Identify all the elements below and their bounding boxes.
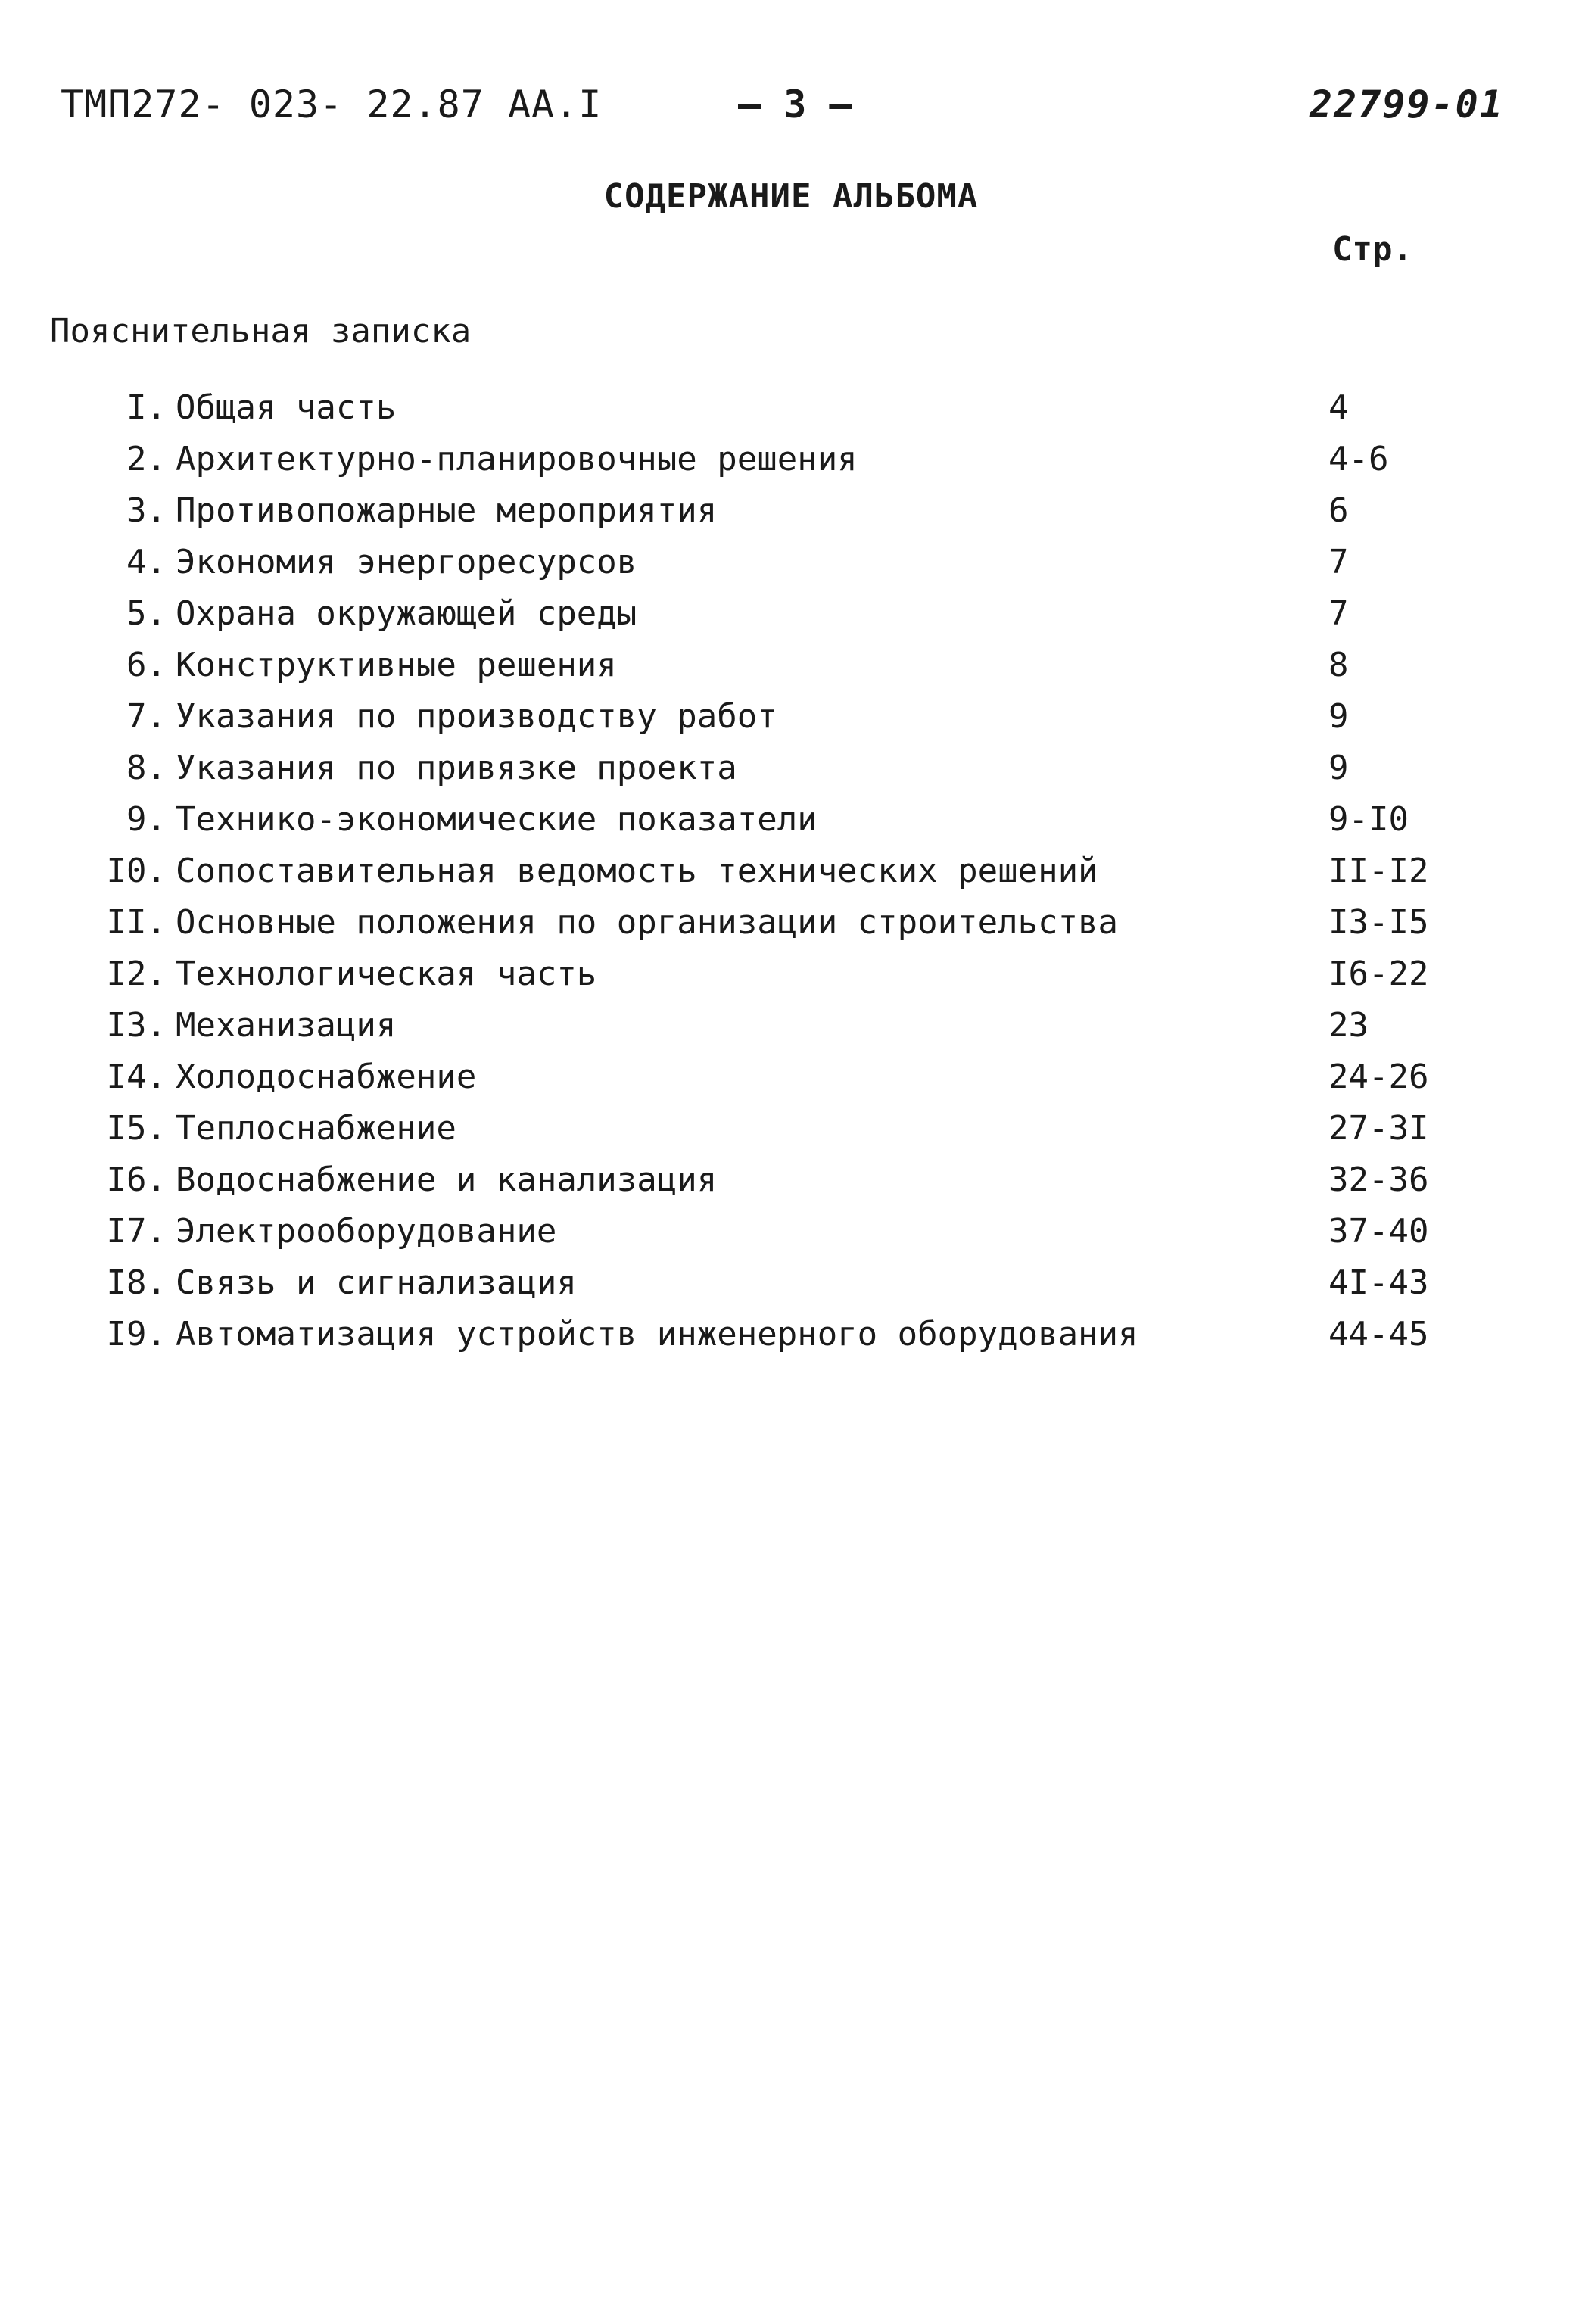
toc-item-label: Электрооборудование bbox=[176, 1212, 557, 1251]
toc-item-page: I3-I5 bbox=[1328, 903, 1429, 942]
toc-item-page: I6-22 bbox=[1328, 955, 1429, 993]
table-of-contents bbox=[0, 382, 1582, 1360]
toc-item-label: Сопоставительная ведомость технических решений bbox=[176, 852, 1098, 890]
toc-item-page: 9-I0 bbox=[1328, 800, 1409, 839]
toc-item-number: 7. bbox=[126, 697, 167, 736]
toc-item-label: Архитектурно-планировочные решения bbox=[176, 440, 858, 478]
toc-item-number: I0. bbox=[106, 852, 167, 890]
toc-item-page: 37-40 bbox=[1328, 1212, 1429, 1251]
toc-item-number: 8. bbox=[126, 749, 167, 787]
toc-item-label: Основные положения по организации строительства bbox=[176, 903, 1119, 942]
toc-row bbox=[0, 897, 1582, 949]
toc-row bbox=[0, 537, 1582, 588]
toc-item-label: Автоматизация устройств инженерного оборудования bbox=[176, 1315, 1138, 1354]
toc-row bbox=[0, 1309, 1582, 1360]
toc-item-page: 4-6 bbox=[1328, 440, 1389, 478]
toc-item-page: 23 bbox=[1328, 1006, 1369, 1045]
toc-item-label: Общая часть bbox=[176, 388, 397, 427]
toc-item-number: I8. bbox=[106, 1263, 167, 1302]
toc-item-label: Технико-экономические показатели bbox=[176, 800, 817, 839]
toc-item-label: Указания по привязке проекта bbox=[176, 749, 737, 787]
document-code: ТМП272- 023- 22.87 АА.I bbox=[61, 83, 603, 126]
toc-item-page: 7 bbox=[1328, 594, 1349, 633]
toc-item-number: I7. bbox=[106, 1212, 167, 1251]
toc-item-page: 7 bbox=[1328, 543, 1349, 581]
toc-row bbox=[0, 640, 1582, 691]
toc-row bbox=[0, 1154, 1582, 1206]
toc-row bbox=[0, 743, 1582, 794]
toc-item-page: 8 bbox=[1328, 646, 1349, 684]
toc-row bbox=[0, 691, 1582, 743]
toc-item-label: Противопожарные мероприятия bbox=[176, 491, 718, 530]
toc-item-number: 3. bbox=[126, 491, 167, 530]
toc-item-page: 44-45 bbox=[1328, 1315, 1429, 1354]
toc-item-page: 9 bbox=[1328, 697, 1349, 736]
toc-item-number: 5. bbox=[126, 594, 167, 633]
toc-row bbox=[0, 1257, 1582, 1309]
toc-row bbox=[0, 1103, 1582, 1154]
toc-item-page: 9 bbox=[1328, 749, 1349, 787]
toc-item-page: 6 bbox=[1328, 491, 1349, 530]
toc-item-number: I6. bbox=[106, 1160, 167, 1199]
toc-item-label: Связь и сигнализация bbox=[176, 1263, 577, 1302]
toc-item-page: II-I2 bbox=[1328, 852, 1429, 890]
toc-row bbox=[0, 794, 1582, 846]
toc-item-number: 2. bbox=[126, 440, 167, 478]
toc-item-number: I4. bbox=[106, 1058, 167, 1096]
toc-item-number: I2. bbox=[106, 955, 167, 993]
toc-item-label: Экономия энергоресурсов bbox=[176, 543, 637, 581]
toc-item-page: 24-26 bbox=[1328, 1058, 1429, 1096]
page-title: СОДЕРЖАНИЕ АЛЬБОМА bbox=[603, 177, 979, 216]
toc-row bbox=[0, 588, 1582, 640]
toc-item-label: Холодоснабжение bbox=[176, 1058, 477, 1096]
toc-item-page: 4I-43 bbox=[1328, 1263, 1429, 1302]
toc-item-page: 27-3I bbox=[1328, 1109, 1429, 1148]
toc-row bbox=[0, 434, 1582, 485]
section-heading: Пояснительная записка bbox=[50, 312, 472, 350]
toc-item-label: Водоснабжение и канализация bbox=[176, 1160, 718, 1199]
toc-row bbox=[0, 1051, 1582, 1103]
toc-item-label: Теплоснабжение bbox=[176, 1109, 456, 1148]
toc-item-number: I9. bbox=[106, 1315, 167, 1354]
toc-item-number: 9. bbox=[126, 800, 167, 839]
toc-item-number: II. bbox=[106, 903, 167, 942]
toc-item-number: I. bbox=[126, 388, 167, 427]
toc-row bbox=[0, 949, 1582, 1000]
toc-row bbox=[0, 846, 1582, 897]
toc-item-label: Охрана окружающей среды bbox=[176, 594, 637, 633]
page-column-label: Стр. bbox=[1332, 230, 1412, 269]
toc-item-number: 4. bbox=[126, 543, 167, 581]
toc-item-page: 4 bbox=[1328, 388, 1349, 427]
toc-item-label: Технологическая часть bbox=[176, 955, 597, 993]
toc-item-label: Указания по производству работ bbox=[176, 697, 777, 736]
toc-row bbox=[0, 1000, 1582, 1051]
inventory-number: 22799-01 bbox=[1310, 83, 1504, 126]
toc-item-label: Механизация bbox=[176, 1006, 397, 1045]
toc-item-number: I5. bbox=[106, 1109, 167, 1148]
toc-row bbox=[0, 382, 1582, 434]
toc-row bbox=[0, 485, 1582, 537]
toc-item-number: 6. bbox=[126, 646, 167, 684]
page-number: – 3 – bbox=[738, 83, 852, 126]
toc-item-page: 32-36 bbox=[1328, 1160, 1429, 1199]
toc-item-number: I3. bbox=[106, 1006, 167, 1045]
toc-row bbox=[0, 1206, 1582, 1257]
toc-item-label: Конструктивные решения bbox=[176, 646, 617, 684]
